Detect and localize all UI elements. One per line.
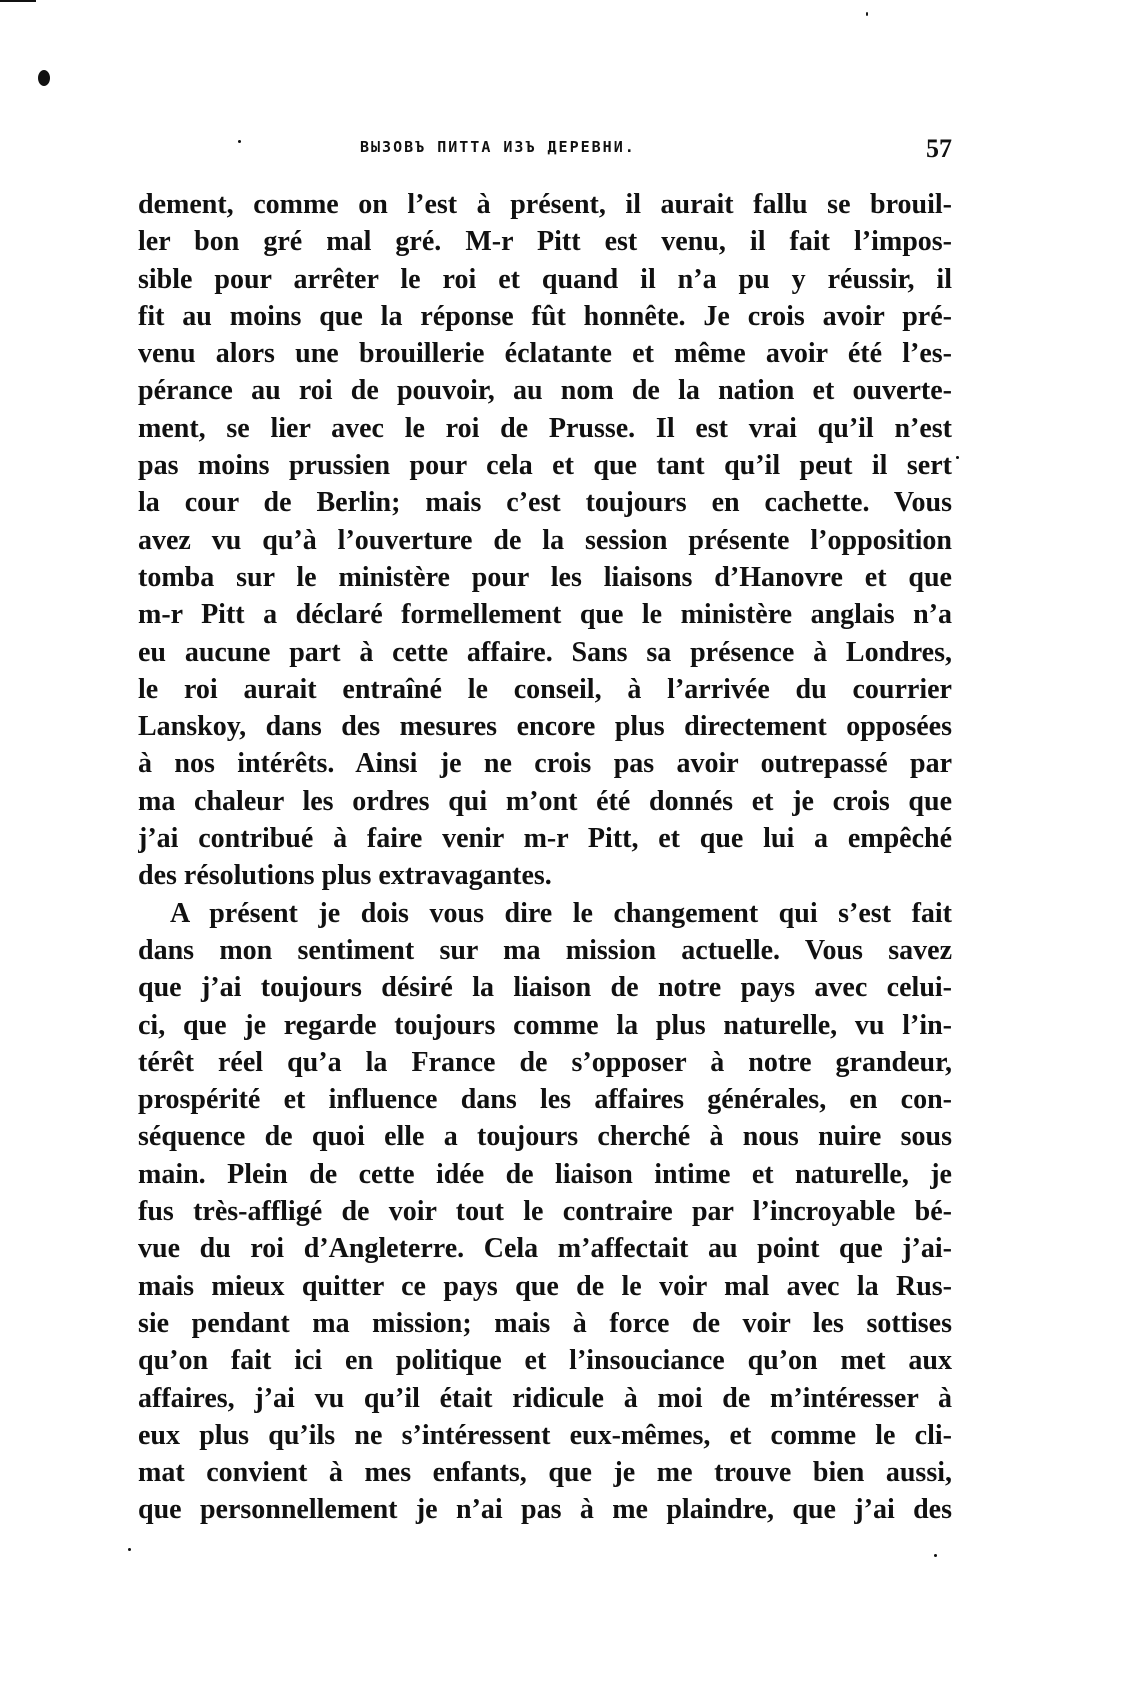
text-line: térêt réel qu’a la France de s’opposer à notre grandeur,	[138, 1046, 952, 1078]
text-line: que j’ai toujours désiré la liaison de notre pays avec celui-	[138, 972, 952, 1004]
text-line: prospérité et influence dans les affaires générales, en con-	[138, 1084, 952, 1116]
text-line: affaires, j’ai vu qu’il était ridicule à moi de m’intéresser à	[138, 1382, 952, 1414]
scan-edge-mark	[0, 0, 36, 2]
text-line: ci, que je regarde toujours comme la plus naturelle, vu l’in-	[138, 1009, 952, 1041]
text-line: vue du roi d’Angleterre. Cela m’affectait au point que j’ai-	[138, 1233, 952, 1265]
paragraph-end-line: des résolutions plus extravagantes.	[138, 860, 552, 892]
text-line: dement, comme on l’est à présent, il aurait fallu se brouil-	[138, 189, 952, 220]
running-head: ВЫЗОВЪ ПИТТА ИЗЪ ДЕРЕВНИ.	[360, 138, 636, 156]
text-line: que personnellement je n’ai pas à me plaindre, que j’ai des	[138, 1494, 952, 1526]
text-line: sie pendant ma mission; mais à force de voir les sottises	[138, 1307, 952, 1339]
text-line: la cour de Berlin; mais c’est toujours en cachette. Vous	[138, 487, 952, 519]
page-number: 57	[926, 134, 952, 163]
text-line: mat convient à mes enfants, que je me trouve bien aussi,	[138, 1457, 952, 1489]
text-line: sible pour arrêter le roi et quand il n’a pu y réussir, il	[138, 263, 952, 295]
scan-speck	[956, 456, 959, 459]
scan-speck	[934, 1554, 937, 1557]
body-text	[138, 186, 952, 1529]
text-line: j’ai contribué à faire venir m-r Pitt, et que lui a empêché	[138, 823, 952, 855]
scan-speck	[38, 70, 50, 86]
paragraph-start-line: A présent je dois vous dire le changement qui s’est fait	[170, 897, 952, 929]
text-line: eux plus qu’ils ne s’intéressent eux-mêmes, et comme le cli-	[138, 1419, 952, 1451]
page-header	[138, 134, 952, 170]
text-line: le roi aurait entraîné le conseil, à l’arrivée du courrier	[138, 673, 952, 705]
text-line: fus très-affligé de voir tout le contraire par l’incroyable bé-	[138, 1196, 952, 1228]
text-line: ler bon gré mal gré. M-r Pitt est venu, il fait l’impos-	[138, 226, 952, 258]
text-line: ma chaleur les ordres qui m’ont été donnés et je crois que	[138, 785, 952, 817]
text-line: séquence de quoi elle a toujours cherché à nous nuire sous	[138, 1121, 952, 1153]
text-line: pas moins prussien pour cela et que tant qu’il peut il sert	[138, 450, 952, 482]
text-line: main. Plein de cette idée de liaison intime et naturelle, je	[138, 1158, 952, 1190]
text-line: avez vu qu’à l’ouverture de la session présente l’opposition	[138, 524, 952, 556]
text-line: ment, se lier avec le roi de Prusse. Il est vrai qu’il n’est	[138, 412, 952, 444]
text-line: eu aucune part à cette affaire. Sans sa présence à Londres,	[138, 636, 952, 668]
text-line: tomba sur le ministère pour les liaisons d’Hanovre et que	[138, 561, 952, 593]
text-line: dans mon sentiment sur ma mission actuelle. Vous savez	[138, 934, 952, 966]
text-line: m-r Pitt a déclaré formellement que le ministère anglais n’a	[138, 599, 952, 631]
text-line: venu alors une brouillerie éclatante et même avoir été l’es-	[138, 338, 952, 370]
scan-speck	[866, 12, 868, 16]
text-line: à nos intérêts. Ainsi je ne crois pas avoir outrepassé par	[138, 748, 952, 780]
scan-speck	[128, 1548, 131, 1551]
text-line: qu’on fait ici en politique et l’insouciance qu’on met aux	[138, 1345, 952, 1377]
text-line: mais mieux quitter ce pays que de le voir mal avec la Rus-	[138, 1270, 952, 1302]
text-line: fit au moins que la réponse fût honnête. Je crois avoir pré-	[138, 300, 952, 332]
text-line: pérance au roi de pouvoir, au nom de la nation et ouverte-	[138, 375, 952, 407]
text-line: Lanskoy, dans des mesures encore plus directement opposées	[138, 711, 952, 743]
